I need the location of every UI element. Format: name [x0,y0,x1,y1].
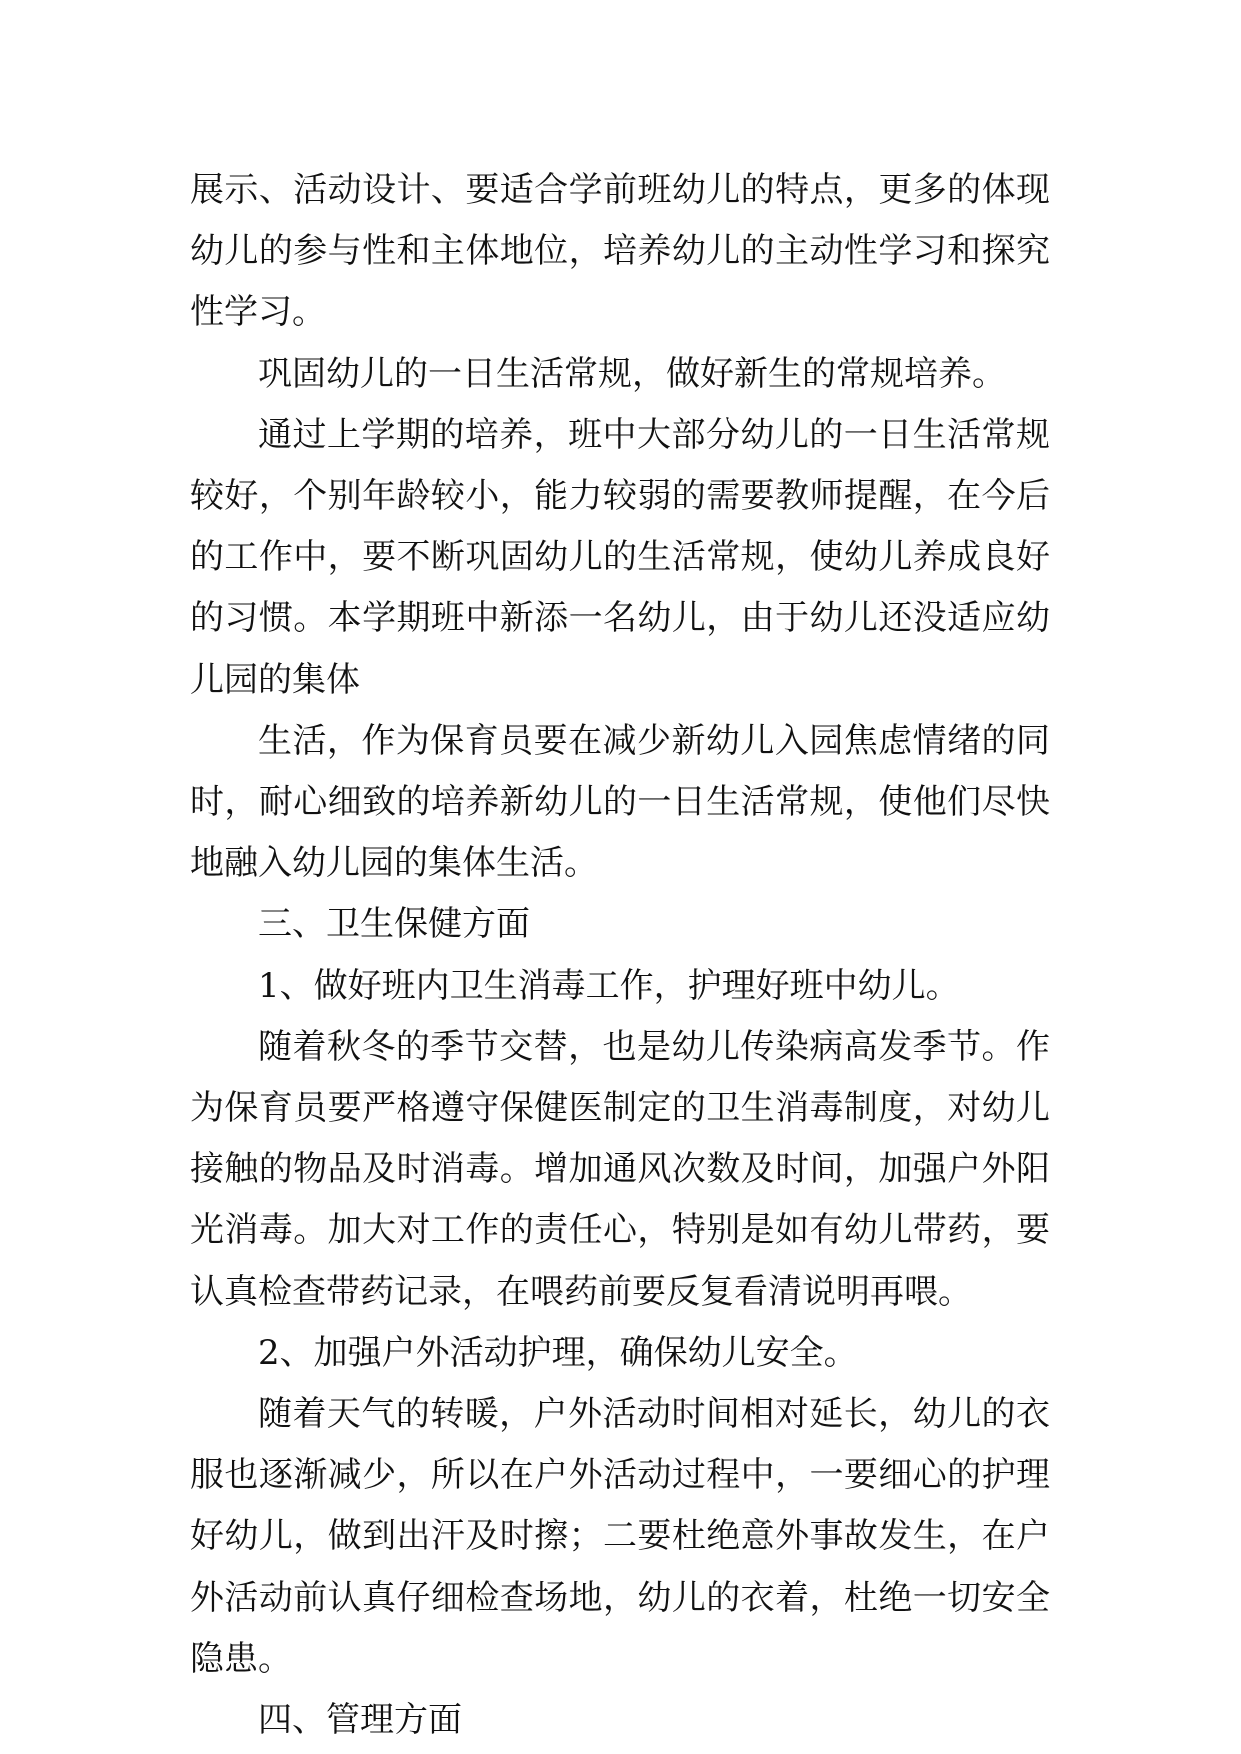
section-heading-hygiene: 三、卫生保健方面 [258,904,530,945]
document-body [190,160,1050,1751]
paragraph-4: 生活，作为保育员要在减少新幼儿入园焦虑情绪的同时，耐心细致的培养新幼儿的一日生活常规，使他们尽快地融入幼儿园的集体生活。 [190,720,1050,884]
paragraph-outdoor: 随着天气的转暖，户外活动时间相对延长，幼儿的衣服也逐渐减少，所以在户外活动过程中，一要细心的护理好幼儿，做到出汗及时擦；二要杜绝意外事故发生，在户外活动前认真仔细检查场地，幼儿的衣着，杜绝一切安全隐患。 [190,1394,1050,1679]
paragraph-3: 通过上学期的培养，班中大部分幼儿的一日生活常规较好，个别年龄较小，能力较弱的需要教师提醒，在今后的工作中，要不断巩固幼儿的生活常规，使幼儿养成良好的习惯。本学期班中新添一名幼儿，由于幼儿还没适应幼儿园的集体 [190,414,1050,700]
paragraph-2: 巩固幼儿的一日生活常规，做好新生的常规培养。 [258,353,1006,394]
subheading-outdoor: 2、加强户外活动护理，确保幼儿安全。 [258,1332,858,1373]
paragraph-1: 展示、活动设计、要适合学前班幼儿的特点，更多的体现幼儿的参与性和主体地位，培养幼儿的主动性学习和探究性学习。 [190,170,1050,333]
section-heading-management: 四、管理方面 [258,1700,462,1741]
paragraph-disinfection: 随着秋冬的季节交替，也是幼儿传染病高发季节。作为保育员要严格遵守保健医制定的卫生消毒制度，对幼儿接触的物品及时消毒。增加通风次数及时间，加强户外阳光消毒。加大对工作的责任心，特别是如有幼儿带药，要认真检查带药记录，在喂药前要反复看清说明再喂。 [190,1026,1050,1312]
subheading-disinfection: 1、做好班内卫生消毒工作，护理好班中幼儿。 [258,965,960,1006]
